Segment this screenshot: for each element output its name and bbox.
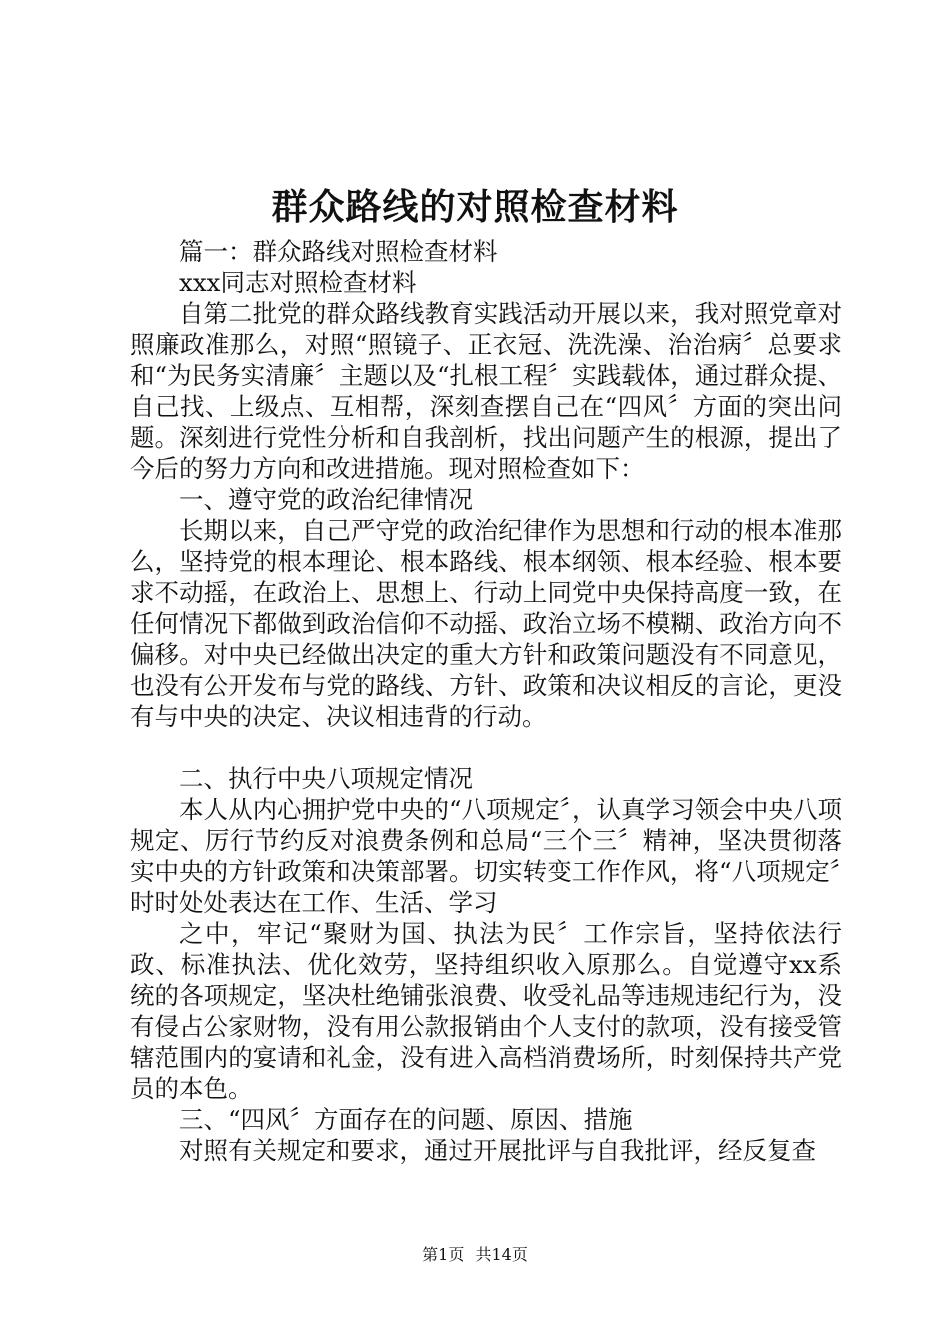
page-total: 共14页: [475, 1245, 528, 1264]
paragraph-section-1: 长期以来，自己严守党的政治纪律作为思想和行动的根本准那么，坚持党的根本理论、根本路线、根本纲领、根本经验、根本要求不动摇，在政治上、思想上、行动上同党中央保持高度一致，在任何情况下都做到政治信仰不动摇、政治立场不模糊、政治方向不偏移。对中央已经做出决定的重大方针和政策问题没有不同意见，也没有公开发布与党的路线、方针、政策和决议相反的言论，更没有与中央的决定、决议相违背的行动。: [130, 516, 842, 731]
paragraph-section-3: 对照有关规定和要求，通过开展批评与自我批评，经反复查: [179, 1136, 816, 1165]
paragraph-section-2b: 之中，牢记“聚财为国、执法为民〞工作宗旨，坚持依法行政、标准执法、优化效劳，坚持组织收入原那么。自觉遵守xx系统的各项规定，坚决杜绝铺张浪费、收受礼品等违规违纪行为，没有侵占公家财物，没有用公款报销由个人支付的款项，没有接受管辖范围内的宴请和礼金，没有进入高档消费场所，时刻保持共产党员的本色。: [130, 919, 842, 1103]
document-title: 群众路线的对照检查材料: [271, 187, 679, 228]
paragraph-heading-part1: 篇一：群众路线对照检查材料: [179, 237, 498, 266]
paragraph-section-2a: 本人从内心拥护党中央的“八项规定〞，认真学习领会中央八项规定、厉行节约反对浪费条例和总局“三个三〞精神，坚决贯彻落实中央的方针政策和决策部署。切实转变工作作风，将“八项规定〞时时处处表达在工作、生活、学习: [130, 795, 842, 917]
document-body: [130, 236, 842, 1166]
paragraph-subtitle: xxx同志对照检查材料: [179, 268, 417, 297]
page-number: 第1页: [422, 1245, 465, 1264]
paragraph-intro: 自第二批党的群众路线教育实践活动开展以来，我对照党章对照廉政准那么，对照“照镜子、正衣冠、洗洗澡、治治病〞总要求和“为民务实清廉〞主题以及“扎根工程〞实践载体，通过群众提、自己找、上级点、互相帮，深刻查摆自己在“四风〞方面的突出问题。深刻进行党性分析和自我剖析，找出问题产生的根源，提出了今后的努力方向和改进措施。现对照检查如下：: [130, 299, 842, 483]
page-footer: [0, 1244, 950, 1266]
section-heading-2: 二、执行中央八项规定情况: [179, 764, 473, 793]
section-heading-3: 三、“四风〞方面存在的问题、原因、措施: [179, 1105, 633, 1134]
section-heading-1: 一、遵守党的政治纪律情况: [179, 485, 473, 514]
